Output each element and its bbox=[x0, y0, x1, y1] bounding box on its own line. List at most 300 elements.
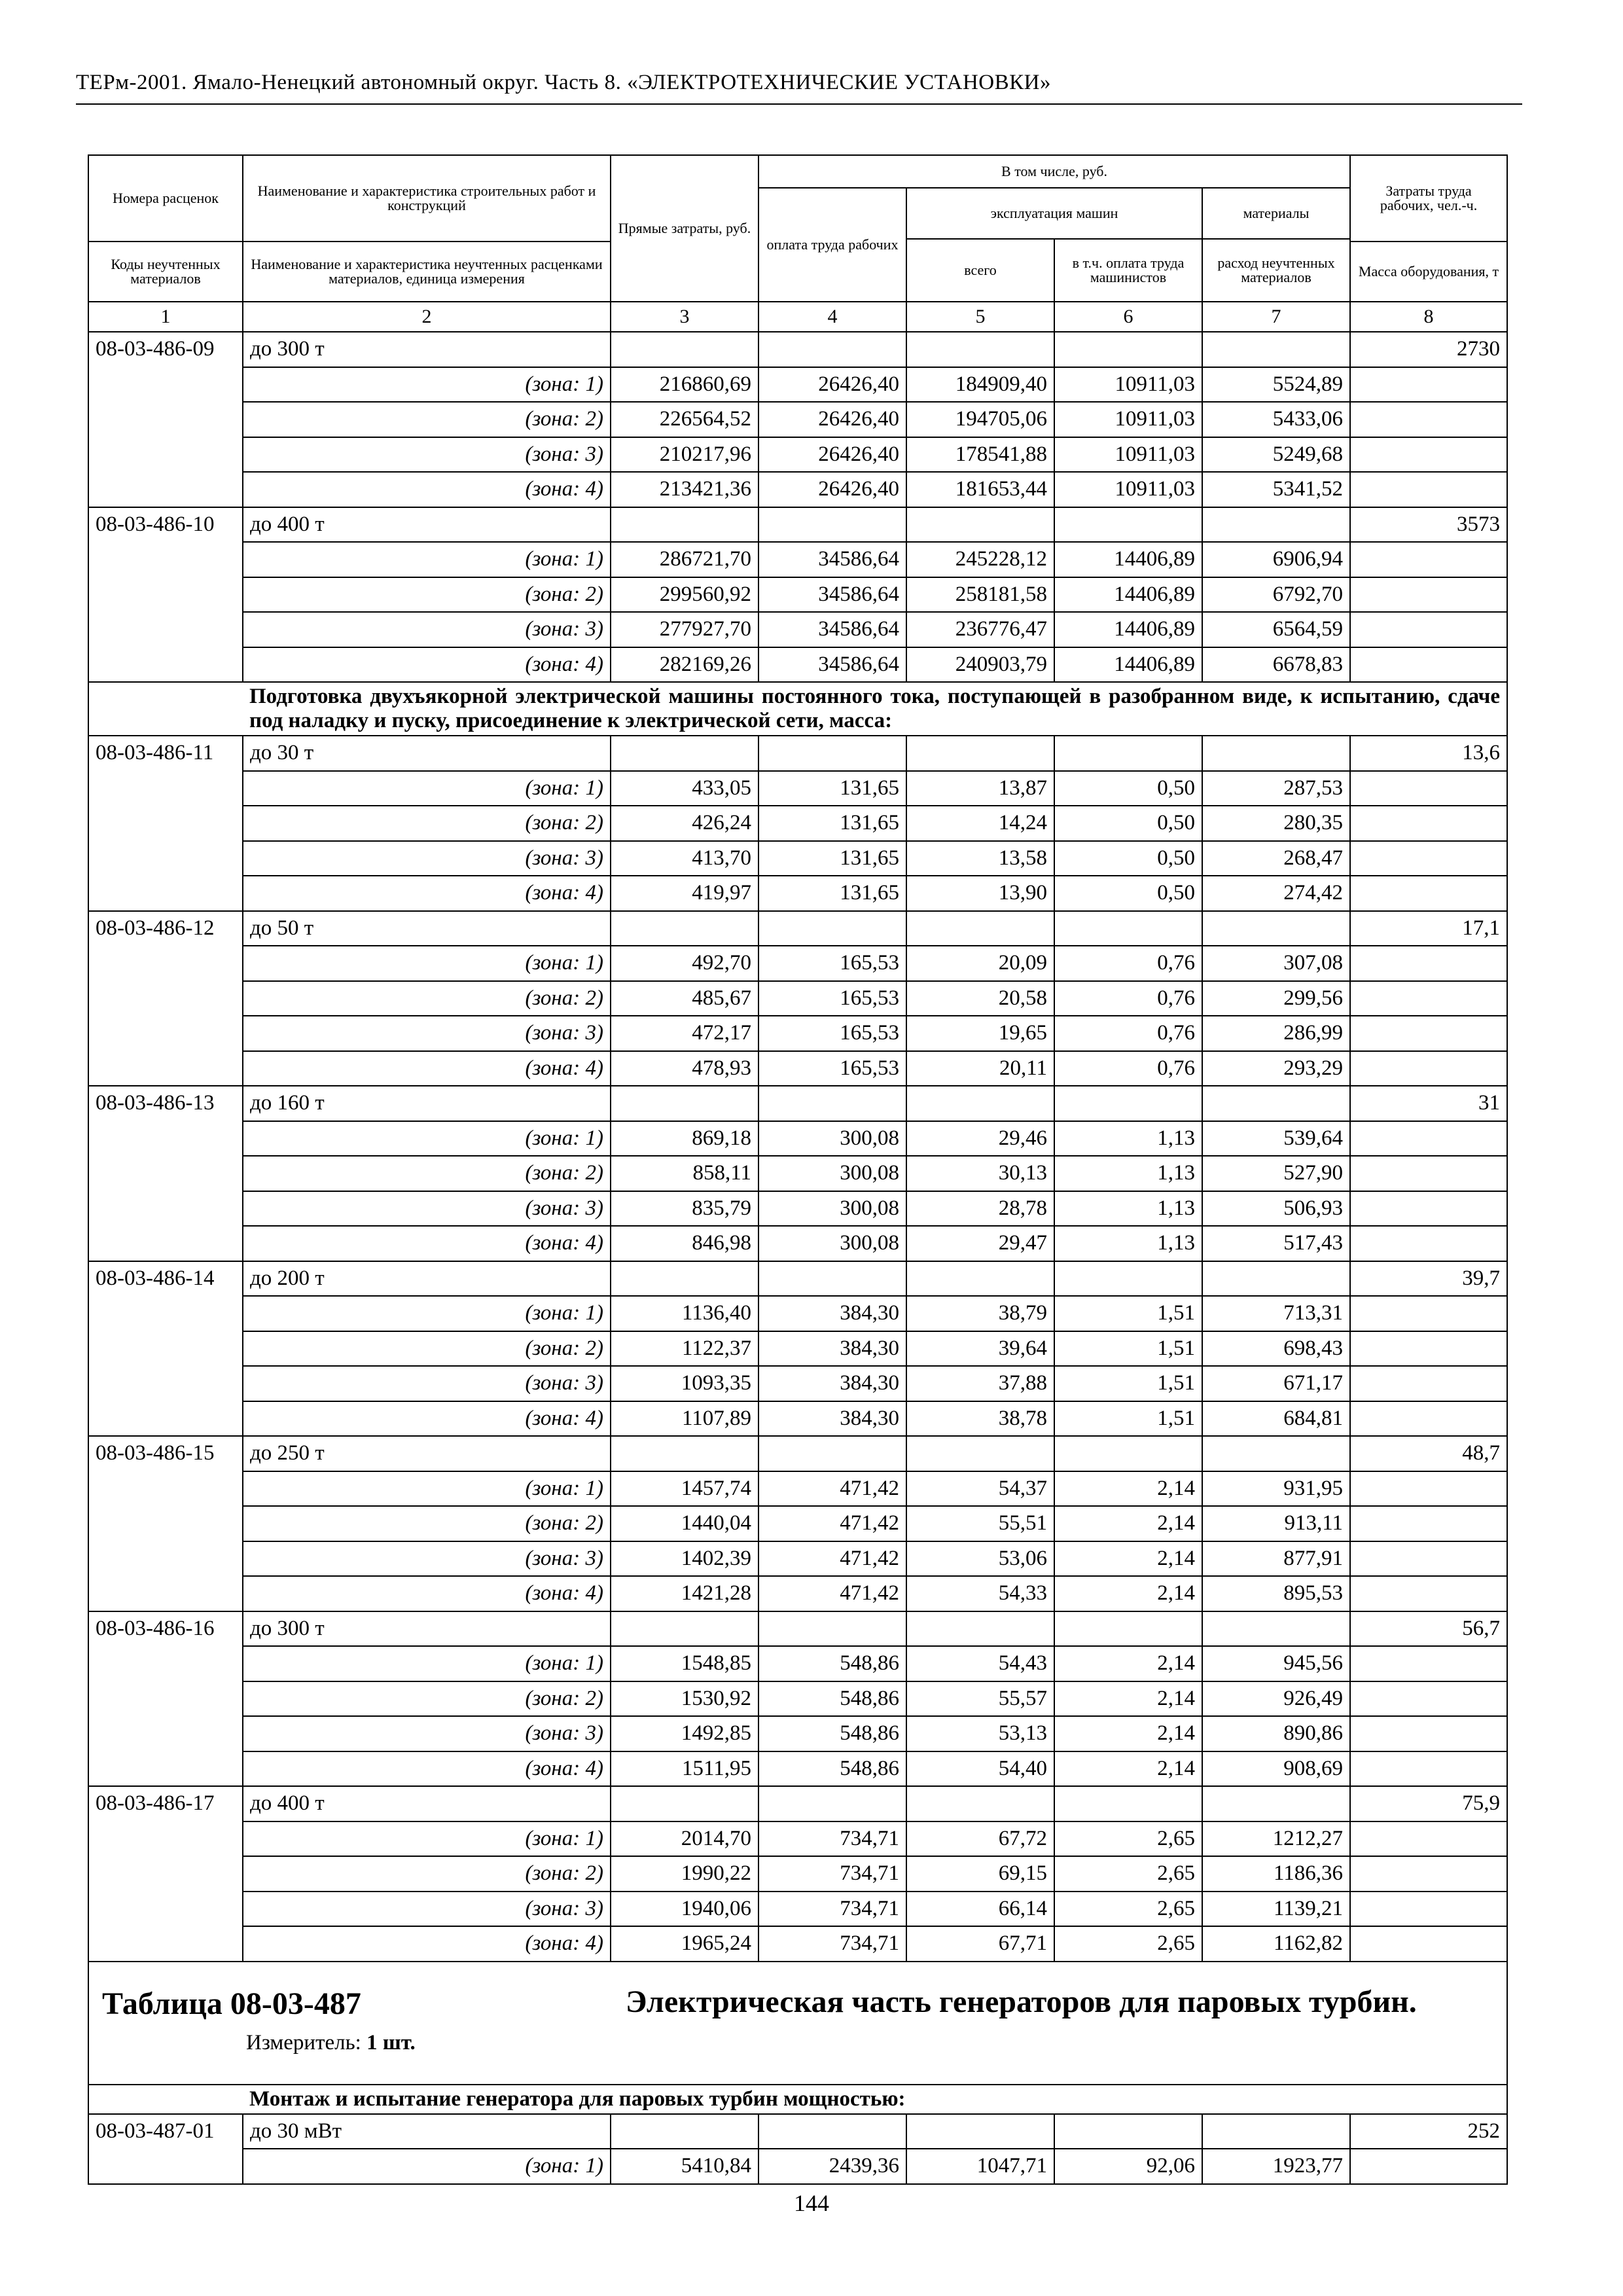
zone-label: (зона: 3) bbox=[243, 1016, 611, 1051]
rate-row bbox=[88, 1611, 1507, 1647]
empty-cell bbox=[758, 1786, 906, 1821]
zone-row bbox=[88, 1681, 1507, 1717]
col-code-sub-header: Коды неучтенных материалов bbox=[88, 242, 243, 302]
direct-cost: 1093,35 bbox=[611, 1366, 758, 1401]
direct-cost: 1548,85 bbox=[611, 1646, 758, 1681]
machines-total: 55,57 bbox=[906, 1681, 1054, 1717]
machines-total: 1047,71 bbox=[906, 2149, 1054, 2184]
zone-row bbox=[88, 1856, 1507, 1892]
wages: 548,86 bbox=[758, 1716, 906, 1751]
zone-row bbox=[88, 1751, 1507, 1787]
machines-total: 20,58 bbox=[906, 981, 1054, 1016]
zone-row bbox=[88, 612, 1507, 647]
machines-total: 29,47 bbox=[906, 1226, 1054, 1261]
rate-mass: 48,7 bbox=[1350, 1436, 1507, 1471]
empty-cell bbox=[1350, 472, 1507, 507]
empty-cell bbox=[1350, 1646, 1507, 1681]
direct-cost: 485,67 bbox=[611, 981, 758, 1016]
zone-row bbox=[88, 1401, 1507, 1437]
zone-row bbox=[88, 1121, 1507, 1157]
empty-cell bbox=[1350, 876, 1507, 911]
direct-cost: 226564,52 bbox=[611, 402, 758, 437]
wages: 165,53 bbox=[758, 1016, 906, 1051]
machines-total: 37,88 bbox=[906, 1366, 1054, 1401]
machines-total: 245228,12 bbox=[906, 542, 1054, 577]
section-heading: Монтаж и испытание генератора для паровых турбин мощностью: bbox=[243, 2085, 1507, 2114]
machinists-wages: 2,14 bbox=[1054, 1751, 1202, 1787]
empty-cell bbox=[1202, 1436, 1350, 1471]
machinists-wages: 2,14 bbox=[1054, 1716, 1202, 1751]
rate-name: до 30 мВт bbox=[243, 2114, 611, 2149]
machinists-wages: 2,65 bbox=[1054, 1892, 1202, 1927]
empty-cell bbox=[1054, 1436, 1202, 1471]
empty-cell bbox=[906, 911, 1054, 946]
machines-total: 54,40 bbox=[906, 1751, 1054, 1787]
table-487-label: Таблица 08-03-487 bbox=[102, 1986, 361, 2021]
empty-cell bbox=[1350, 1366, 1507, 1401]
materials: 6564,59 bbox=[1202, 612, 1350, 647]
zone-label: (зона: 1) bbox=[243, 1121, 611, 1157]
zone-row bbox=[88, 1016, 1507, 1051]
materials: 713,31 bbox=[1202, 1296, 1350, 1331]
empty-cell bbox=[906, 1261, 1054, 1297]
zone-label: (зона: 3) bbox=[243, 612, 611, 647]
materials: 506,93 bbox=[1202, 1191, 1350, 1227]
empty-cell bbox=[1350, 1016, 1507, 1051]
empty-cell bbox=[1202, 1611, 1350, 1647]
wages: 471,42 bbox=[758, 1541, 906, 1577]
zone-label: (зона: 1) bbox=[243, 1296, 611, 1331]
zone-label: (зона: 2) bbox=[243, 1331, 611, 1367]
empty-cell bbox=[758, 911, 906, 946]
empty-cell bbox=[758, 2114, 906, 2149]
wages: 384,30 bbox=[758, 1366, 906, 1401]
empty-cell bbox=[906, 2114, 1054, 2149]
machines-total: 14,24 bbox=[906, 806, 1054, 841]
zone-row bbox=[88, 1331, 1507, 1367]
rate-name: до 250 т bbox=[243, 1436, 611, 1471]
machinists-wages: 1,51 bbox=[1054, 1401, 1202, 1437]
empty-cell bbox=[1054, 1086, 1202, 1121]
rate-row bbox=[88, 911, 1507, 946]
rate-name: до 400 т bbox=[243, 1786, 611, 1821]
wages: 548,86 bbox=[758, 1646, 906, 1681]
zone-label: (зона: 4) bbox=[243, 1576, 611, 1611]
zone-row bbox=[88, 806, 1507, 841]
wages: 471,42 bbox=[758, 1471, 906, 1507]
zone-row bbox=[88, 647, 1507, 683]
rate-code: 08-03-486-10 bbox=[88, 507, 243, 683]
machines-total: 13,87 bbox=[906, 771, 1054, 806]
direct-cost: 858,11 bbox=[611, 1156, 758, 1191]
machinists-wages: 14406,89 bbox=[1054, 577, 1202, 613]
direct-cost: 869,18 bbox=[611, 1121, 758, 1157]
direct-cost: 1107,89 bbox=[611, 1401, 758, 1437]
wages: 165,53 bbox=[758, 981, 906, 1016]
empty-cell bbox=[1350, 1471, 1507, 1507]
rate-code: 08-03-486-12 bbox=[88, 911, 243, 1086]
empty-cell bbox=[1350, 1541, 1507, 1577]
zone-label: (зона: 2) bbox=[243, 981, 611, 1016]
empty-cell bbox=[611, 1611, 758, 1647]
empty-cell bbox=[758, 1611, 906, 1647]
col-machines-header: эксплуатация машин bbox=[906, 188, 1202, 239]
wages: 131,65 bbox=[758, 806, 906, 841]
empty-cell bbox=[611, 1086, 758, 1121]
materials: 268,47 bbox=[1202, 841, 1350, 876]
wages: 548,86 bbox=[758, 1681, 906, 1717]
col-direct-header: Прямые затраты, руб. bbox=[611, 155, 758, 302]
zone-row bbox=[88, 437, 1507, 473]
col-number: 1 bbox=[88, 302, 243, 332]
zone-label: (зона: 3) bbox=[243, 1541, 611, 1577]
wages: 26426,40 bbox=[758, 437, 906, 473]
zone-label: (зона: 2) bbox=[243, 1506, 611, 1541]
machinists-wages: 2,14 bbox=[1054, 1506, 1202, 1541]
measure-line bbox=[246, 2031, 1493, 2055]
machinists-wages: 1,13 bbox=[1054, 1191, 1202, 1227]
machinists-wages: 0,50 bbox=[1054, 841, 1202, 876]
wages: 131,65 bbox=[758, 876, 906, 911]
empty-cell bbox=[1350, 1821, 1507, 1857]
empty-cell bbox=[1202, 1086, 1350, 1121]
empty-cell bbox=[758, 1261, 906, 1297]
materials: 895,53 bbox=[1202, 1576, 1350, 1611]
rate-name: до 300 т bbox=[243, 1611, 611, 1647]
empty-cell bbox=[1350, 841, 1507, 876]
table-487-block bbox=[88, 1962, 1507, 2114]
zone-row bbox=[88, 981, 1507, 1016]
col-number: 2 bbox=[243, 302, 611, 332]
col-machinists-header: в т.ч. оплата труда машинистов bbox=[1054, 239, 1202, 302]
section-row bbox=[88, 2085, 1507, 2114]
empty-cell bbox=[906, 736, 1054, 771]
wages: 131,65 bbox=[758, 771, 906, 806]
zone-row bbox=[88, 2149, 1507, 2184]
machines-total: 39,64 bbox=[906, 1331, 1054, 1367]
empty-cell bbox=[1202, 1261, 1350, 1297]
empty-cell bbox=[758, 332, 906, 367]
zone-row bbox=[88, 577, 1507, 613]
machines-total: 67,71 bbox=[906, 1926, 1054, 1962]
wages: 34586,64 bbox=[758, 647, 906, 683]
machines-total: 181653,44 bbox=[906, 472, 1054, 507]
machines-total: 38,78 bbox=[906, 1401, 1054, 1437]
empty-cell bbox=[758, 507, 906, 543]
empty-cell bbox=[1350, 367, 1507, 403]
materials: 274,42 bbox=[1202, 876, 1350, 911]
machinists-wages: 0,76 bbox=[1054, 946, 1202, 981]
empty-cell bbox=[611, 1261, 758, 1297]
empty-cell bbox=[1350, 1892, 1507, 1927]
empty-cell bbox=[906, 1086, 1054, 1121]
empty-cell bbox=[1350, 1506, 1507, 1541]
machinists-wages: 2,14 bbox=[1054, 1646, 1202, 1681]
empty-cell bbox=[758, 1436, 906, 1471]
table-487-title: Электрическая часть генераторов для паровых турбин. bbox=[626, 1984, 1417, 2019]
table-head bbox=[88, 155, 1507, 332]
rate-code: 08-03-486-17 bbox=[88, 1786, 243, 1962]
machinists-wages: 1,13 bbox=[1054, 1156, 1202, 1191]
direct-cost: 1965,24 bbox=[611, 1926, 758, 1962]
col-number: 6 bbox=[1054, 302, 1202, 332]
direct-cost: 433,05 bbox=[611, 771, 758, 806]
wages: 26426,40 bbox=[758, 367, 906, 403]
col-mass-sub-header: Масса оборудования, т bbox=[1350, 242, 1507, 302]
running-header: ТЕРм-2001. Ямало-Ненецкий автономный округ. Часть 8. «ЭЛЕКТРОТЕХНИЧЕСКИЕ УСТАНОВКИ» bbox=[76, 71, 1051, 94]
materials: 286,99 bbox=[1202, 1016, 1350, 1051]
materials: 539,64 bbox=[1202, 1121, 1350, 1157]
rate-name: до 50 т bbox=[243, 911, 611, 946]
machinists-wages: 0,76 bbox=[1054, 1016, 1202, 1051]
wages: 734,71 bbox=[758, 1892, 906, 1927]
rate-code: 08-03-486-11 bbox=[88, 736, 243, 911]
machines-total: 38,79 bbox=[906, 1296, 1054, 1331]
empty-cell bbox=[1350, 402, 1507, 437]
direct-cost: 282169,26 bbox=[611, 647, 758, 683]
empty-cell bbox=[611, 332, 758, 367]
machines-total: 53,13 bbox=[906, 1716, 1054, 1751]
empty-cell bbox=[906, 1786, 1054, 1821]
direct-cost: 1940,06 bbox=[611, 1892, 758, 1927]
direct-cost: 472,17 bbox=[611, 1016, 758, 1051]
machinists-wages: 2,65 bbox=[1054, 1926, 1202, 1962]
direct-cost: 1122,37 bbox=[611, 1331, 758, 1367]
col-code-header: Номера расценок bbox=[88, 155, 243, 242]
zone-label: (зона: 3) bbox=[243, 1191, 611, 1227]
direct-cost: 277927,70 bbox=[611, 612, 758, 647]
empty-cell bbox=[1202, 911, 1350, 946]
machinists-wages: 1,51 bbox=[1054, 1296, 1202, 1331]
machinists-wages: 14406,89 bbox=[1054, 542, 1202, 577]
col-number: 7 bbox=[1202, 302, 1350, 332]
machines-total: 19,65 bbox=[906, 1016, 1054, 1051]
empty-cell bbox=[1350, 1051, 1507, 1086]
rate-mass: 252 bbox=[1350, 2114, 1507, 2149]
direct-cost: 413,70 bbox=[611, 841, 758, 876]
rate-code: 08-03-487-01 bbox=[88, 2114, 243, 2184]
page-number: 144 bbox=[794, 2190, 829, 2216]
wages: 384,30 bbox=[758, 1296, 906, 1331]
col-name-header: Наименование и характеристика строительных работ и конструкций bbox=[243, 155, 611, 242]
zone-row bbox=[88, 1506, 1507, 1541]
machines-total: 55,51 bbox=[906, 1506, 1054, 1541]
zone-label: (зона: 2) bbox=[243, 1681, 611, 1717]
machines-total: 66,14 bbox=[906, 1892, 1054, 1927]
machines-total: 13,90 bbox=[906, 876, 1054, 911]
direct-cost: 846,98 bbox=[611, 1226, 758, 1261]
zone-row bbox=[88, 1051, 1507, 1086]
empty-cell bbox=[1202, 507, 1350, 543]
zone-label: (зона: 1) bbox=[243, 367, 611, 403]
empty-cell bbox=[1350, 1926, 1507, 1962]
direct-cost: 2014,70 bbox=[611, 1821, 758, 1857]
machines-total: 54,37 bbox=[906, 1471, 1054, 1507]
empty-cell bbox=[611, 507, 758, 543]
rate-row bbox=[88, 2114, 1507, 2149]
zone-row bbox=[88, 1646, 1507, 1681]
direct-cost: 1136,40 bbox=[611, 1296, 758, 1331]
machines-total: 20,11 bbox=[906, 1051, 1054, 1086]
zone-label: (зона: 1) bbox=[243, 1821, 611, 1857]
machinists-wages: 0,50 bbox=[1054, 806, 1202, 841]
zone-row bbox=[88, 1716, 1507, 1751]
empty-cell bbox=[1350, 806, 1507, 841]
direct-cost: 835,79 bbox=[611, 1191, 758, 1227]
zone-label: (зона: 4) bbox=[243, 1051, 611, 1086]
empty-cell bbox=[1054, 1786, 1202, 1821]
machines-total: 54,33 bbox=[906, 1576, 1054, 1611]
zone-label: (зона: 3) bbox=[243, 1716, 611, 1751]
empty-cell bbox=[1054, 911, 1202, 946]
machinists-wages: 1,51 bbox=[1054, 1366, 1202, 1401]
machines-total: 67,72 bbox=[906, 1821, 1054, 1857]
machines-total: 178541,88 bbox=[906, 437, 1054, 473]
wages: 26426,40 bbox=[758, 472, 906, 507]
rate-code: 08-03-486-16 bbox=[88, 1611, 243, 1787]
table-body bbox=[88, 332, 1507, 1962]
zone-row bbox=[88, 1191, 1507, 1227]
empty-cell bbox=[1054, 1261, 1202, 1297]
empty-cell bbox=[1350, 771, 1507, 806]
zone-label: (зона: 2) bbox=[243, 806, 611, 841]
empty-cell bbox=[906, 1611, 1054, 1647]
materials: 877,91 bbox=[1202, 1541, 1350, 1577]
wages: 34586,64 bbox=[758, 542, 906, 577]
zone-row bbox=[88, 1541, 1507, 1577]
direct-cost: 1457,74 bbox=[611, 1471, 758, 1507]
zone-row bbox=[88, 1156, 1507, 1191]
zone-row bbox=[88, 841, 1507, 876]
direct-cost: 5410,84 bbox=[611, 2149, 758, 2184]
wages: 300,08 bbox=[758, 1121, 906, 1157]
rate-name: до 30 т bbox=[243, 736, 611, 771]
rate-mass: 3573 bbox=[1350, 507, 1507, 543]
zone-label: (зона: 4) bbox=[243, 1226, 611, 1261]
col-number: 4 bbox=[758, 302, 906, 332]
empty-cell bbox=[1202, 1786, 1350, 1821]
machinists-wages: 14406,89 bbox=[1054, 612, 1202, 647]
rate-mass: 56,7 bbox=[1350, 1611, 1507, 1647]
rate-code: 08-03-486-15 bbox=[88, 1436, 243, 1611]
empty-cell bbox=[1054, 1611, 1202, 1647]
direct-cost: 1511,95 bbox=[611, 1751, 758, 1787]
zone-row bbox=[88, 1892, 1507, 1927]
materials: 671,17 bbox=[1202, 1366, 1350, 1401]
machinists-wages: 0,50 bbox=[1054, 876, 1202, 911]
materials: 1923,77 bbox=[1202, 2149, 1350, 2184]
wages: 471,42 bbox=[758, 1576, 906, 1611]
empty-cell bbox=[1350, 981, 1507, 1016]
rates-table bbox=[88, 154, 1508, 2185]
column-number-row bbox=[88, 302, 1507, 332]
zone-row bbox=[88, 876, 1507, 911]
empty-cell bbox=[1202, 2114, 1350, 2149]
materials: 1162,82 bbox=[1202, 1926, 1350, 1962]
rate-row bbox=[88, 1261, 1507, 1297]
direct-cost: 286721,70 bbox=[611, 542, 758, 577]
machinists-wages: 0,50 bbox=[1054, 771, 1202, 806]
empty-cell bbox=[906, 1436, 1054, 1471]
empty-cell bbox=[906, 507, 1054, 543]
machinists-wages: 1,13 bbox=[1054, 1121, 1202, 1157]
empty-cell bbox=[1350, 1121, 1507, 1157]
zone-row bbox=[88, 542, 1507, 577]
zone-row bbox=[88, 402, 1507, 437]
wages: 734,71 bbox=[758, 1926, 906, 1962]
machines-total: 53,06 bbox=[906, 1541, 1054, 1577]
empty-cell bbox=[1350, 1681, 1507, 1717]
empty-cell bbox=[1054, 507, 1202, 543]
direct-cost: 426,24 bbox=[611, 806, 758, 841]
materials: 926,49 bbox=[1202, 1681, 1350, 1717]
machinists-wages: 92,06 bbox=[1054, 2149, 1202, 2184]
machinists-wages: 1,13 bbox=[1054, 1226, 1202, 1261]
empty-cell bbox=[611, 736, 758, 771]
table-487-title-row bbox=[88, 1962, 1507, 2085]
wages: 26426,40 bbox=[758, 402, 906, 437]
machinists-wages: 10911,03 bbox=[1054, 472, 1202, 507]
machinists-wages: 1,51 bbox=[1054, 1331, 1202, 1367]
zone-row bbox=[88, 1471, 1507, 1507]
materials: 5249,68 bbox=[1202, 437, 1350, 473]
materials: 527,90 bbox=[1202, 1156, 1350, 1191]
col-labor-header: Затраты труда рабочих, чел.-ч. bbox=[1350, 155, 1507, 242]
col-name-sub-header: Наименование и характеристика неучтенных расценками материалов, единица измерения bbox=[243, 242, 611, 302]
rate-name: до 200 т bbox=[243, 1261, 611, 1297]
wages: 165,53 bbox=[758, 1051, 906, 1086]
rate-row bbox=[88, 507, 1507, 543]
rate-row bbox=[88, 1786, 1507, 1821]
zone-label: (зона: 1) bbox=[243, 946, 611, 981]
machines-total: 54,43 bbox=[906, 1646, 1054, 1681]
materials: 908,69 bbox=[1202, 1751, 1350, 1787]
direct-cost: 1492,85 bbox=[611, 1716, 758, 1751]
materials: 1186,36 bbox=[1202, 1856, 1350, 1892]
zone-label: (зона: 3) bbox=[243, 1366, 611, 1401]
empty-cell bbox=[1350, 1751, 1507, 1787]
rate-mass: 39,7 bbox=[1350, 1261, 1507, 1297]
empty-cell bbox=[906, 332, 1054, 367]
empty-cell bbox=[1350, 542, 1507, 577]
col-number: 8 bbox=[1350, 302, 1507, 332]
zone-row bbox=[88, 1926, 1507, 1962]
empty-cell bbox=[1350, 1296, 1507, 1331]
col-in-total-header: В том числе, руб. bbox=[758, 155, 1350, 188]
rate-code: 08-03-486-09 bbox=[88, 332, 243, 507]
wages: 34586,64 bbox=[758, 577, 906, 613]
zone-row bbox=[88, 1821, 1507, 1857]
empty-cell bbox=[611, 1786, 758, 1821]
zone-label: (зона: 4) bbox=[243, 472, 611, 507]
materials: 280,35 bbox=[1202, 806, 1350, 841]
materials: 5524,89 bbox=[1202, 367, 1350, 403]
wages: 384,30 bbox=[758, 1331, 906, 1367]
machines-total: 29,46 bbox=[906, 1121, 1054, 1157]
direct-cost: 492,70 bbox=[611, 946, 758, 981]
zone-label: (зона: 4) bbox=[243, 876, 611, 911]
machinists-wages: 2,65 bbox=[1054, 1821, 1202, 1857]
zone-row bbox=[88, 946, 1507, 981]
zone-row bbox=[88, 771, 1507, 806]
materials: 293,29 bbox=[1202, 1051, 1350, 1086]
wages: 548,86 bbox=[758, 1751, 906, 1787]
col-materials-sub-header: расход неучтенных материалов bbox=[1202, 239, 1350, 302]
col-materials-header: материалы bbox=[1202, 188, 1350, 239]
direct-cost: 419,97 bbox=[611, 876, 758, 911]
materials: 299,56 bbox=[1202, 981, 1350, 1016]
zone-label: (зона: 2) bbox=[243, 1156, 611, 1191]
